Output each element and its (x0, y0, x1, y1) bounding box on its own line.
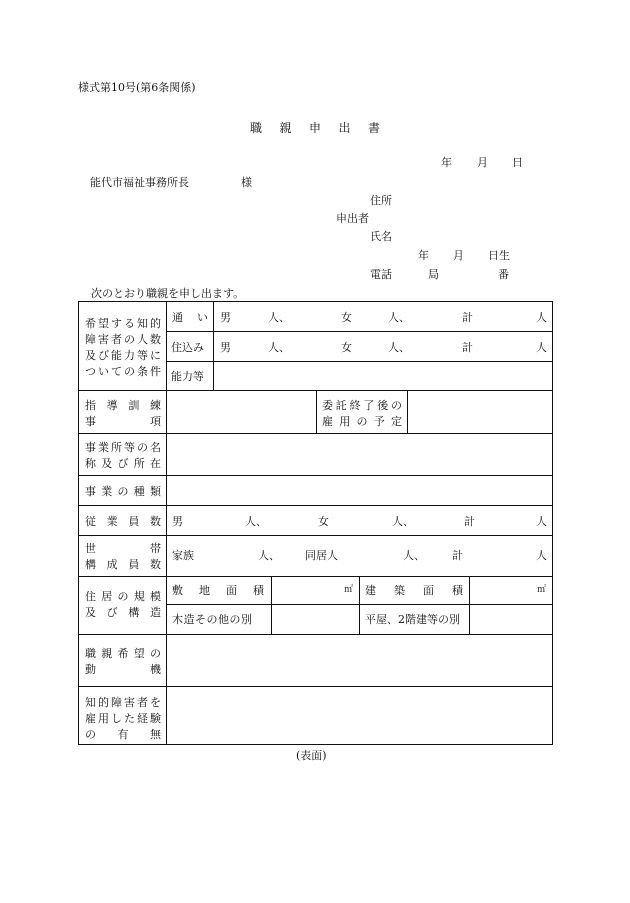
intro-text: 次のとおり職親を申し出ます。 (91, 287, 245, 300)
birth-month: 月 (453, 249, 464, 262)
face-label: (表面) (296, 749, 327, 762)
form-title: 職 親 申 出 書 (250, 121, 380, 135)
residence-label-line1: 住 居 の 規 模 (85, 590, 161, 603)
livein-female-unit: 人、 (388, 341, 410, 354)
site-area-unit: ㎡ (344, 585, 354, 595)
cohabitant-label: 同居人 (305, 549, 338, 562)
employees-total: 計 (464, 515, 475, 528)
wooden-label: 木造その他の別 (172, 613, 253, 626)
conditions-label-line2: 障 害 者 の 人 数 (85, 333, 161, 346)
building-area-unit: ㎡ (537, 585, 547, 595)
livein-total: 計 (462, 341, 473, 354)
commute-total: 計 (462, 311, 473, 324)
experience-label-line1: 知 的 障 害 者 を (85, 696, 161, 709)
household-total: 計 (452, 549, 463, 562)
motive-label-line1: 職 親 希 望 の (85, 647, 161, 660)
livein-male: 男 (220, 341, 231, 354)
employees-male-unit: 人、 (245, 515, 267, 528)
motive-label-line2: 動 機 (85, 663, 161, 676)
commute-female-unit: 人、 (388, 311, 410, 324)
form-number: 様式第10号(第6条関係) (78, 81, 196, 94)
employees-female-unit: 人、 (392, 515, 414, 528)
livein-female: 女 (341, 341, 352, 354)
training-label-line1: 指 導 訓 練 (85, 399, 161, 412)
addressee: 能代市福祉事務所長 (90, 176, 189, 189)
date-month: 月 (477, 156, 488, 169)
livein-male-unit: 人、 (268, 341, 290, 354)
experience-label-line2: 雇 用 し た 経 験 (85, 712, 161, 725)
office-label-line2: 称 及 び 所 在 (85, 457, 161, 470)
phone-label: 電話 (370, 268, 392, 281)
household-total-unit: 人 (536, 549, 547, 562)
experience-label-line3: の 有 無 (85, 728, 161, 741)
phone-exchange: 局 (428, 268, 439, 281)
birth-day: 日生 (488, 249, 510, 262)
cohabitant-unit: 人、 (403, 549, 425, 562)
name-label: 氏名 (370, 230, 392, 243)
ability-label: 能力等 (171, 370, 204, 383)
livein-total-unit: 人 (536, 341, 547, 354)
commute-female: 女 (341, 311, 352, 324)
training-label-line2: 事 項 (85, 415, 161, 428)
family-unit: 人、 (258, 549, 280, 562)
site-area-label: 敷 地 面 積 (172, 584, 264, 597)
business-label: 事 業 の 種 類 (85, 485, 161, 498)
applicant-label: 申出者 (336, 212, 369, 225)
livein-label: 住込み (171, 341, 204, 354)
commute-male-unit: 人、 (268, 311, 290, 324)
family-label: 家族 (172, 549, 194, 562)
conditions-label-line1: 希 望 す る 知 的 (85, 317, 161, 330)
commute-male: 男 (220, 311, 231, 324)
employees-female: 女 (318, 515, 329, 528)
birth-year: 年 (418, 249, 429, 262)
floors-label: 平屋、2階建等の別 (365, 613, 460, 626)
after-label-line2: 雇 用 の 予 定 (322, 415, 402, 428)
conditions-label-line3: 及 び 能 力 等 に (85, 349, 161, 362)
honorific: 様 (241, 176, 252, 189)
office-label-line1: 事 業 所 等 の 名 (85, 441, 161, 454)
phone-number: 番 (498, 268, 509, 281)
address-label: 住所 (370, 194, 392, 207)
date-year: 年 (441, 156, 452, 169)
residence-label-line2: 及 び 構 造 (85, 606, 161, 619)
building-area-label: 建 築 面 積 (365, 584, 463, 597)
household-label-line1: 世 帯 (85, 542, 161, 555)
employees-male: 男 (172, 515, 183, 528)
employees-label: 従 業 員 数 (85, 515, 161, 528)
commute-label: 通 い (172, 311, 208, 324)
commute-total-unit: 人 (536, 311, 547, 324)
conditions-label-line4: つ い て の 条 件 (85, 365, 161, 378)
household-label-line2: 構 成 員 数 (85, 558, 161, 571)
employees-total-unit: 人 (536, 515, 547, 528)
date-day: 日 (512, 156, 523, 169)
after-label-line1: 委 託 終 了 後 の (322, 399, 402, 412)
